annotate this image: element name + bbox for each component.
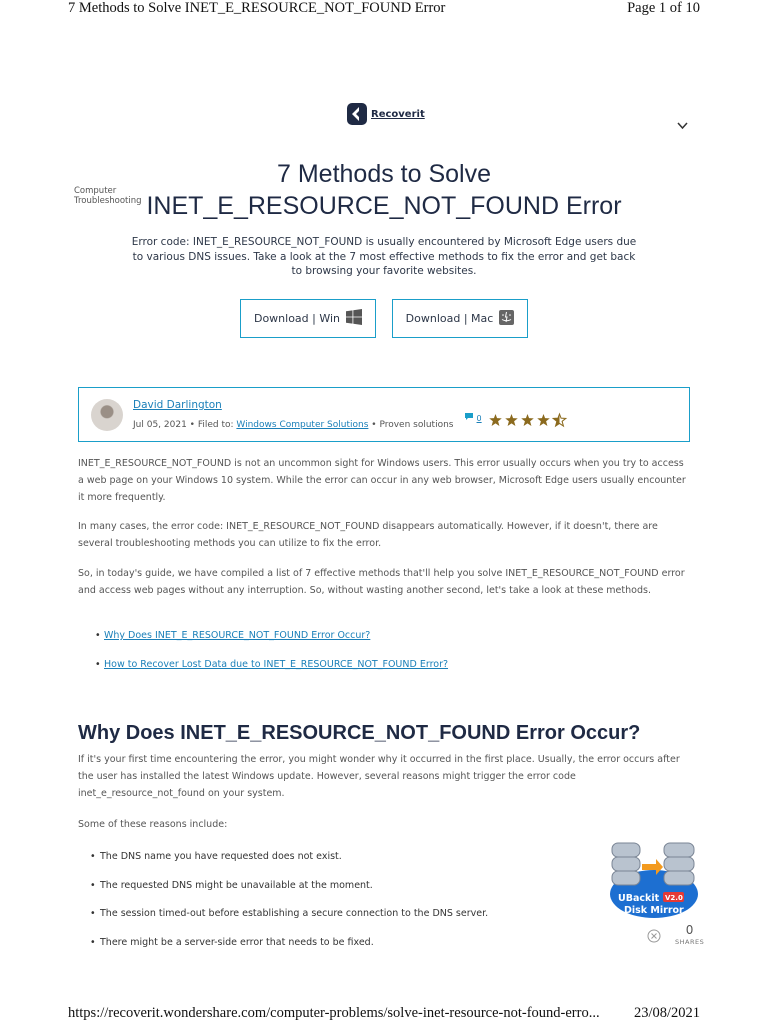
section-heading: Why Does INET_E_RESOURCE_NOT_FOUND Error Occur?: [78, 722, 641, 744]
download-win-button[interactable]: [240, 299, 376, 338]
ad-line2: Disk Mirror: [624, 905, 684, 916]
toc-link[interactable]: • How to Recover Lost Data due to INET_E_RESOURCE_NOT_FOUND Error?: [104, 659, 448, 670]
intro-paragraph: So, in today's guide, we have compiled a list of 7 effective methods that'll help you solve INET_E_RESOURCE_NOT_FOUND error and access web pages without any interruption. So, without wasting another second, let's take a look at these methods.: [78, 568, 685, 596]
download-mac-label: Download | Mac: [405, 312, 494, 325]
toc-link[interactable]: • Why Does INET_E_RESOURCE_NOT_FOUND Error Occur?: [104, 630, 370, 641]
list-item: • The DNS name you have requested does not exist.: [100, 851, 342, 862]
share-counter[interactable]: [647, 924, 704, 948]
star-icon: [505, 414, 518, 426]
shares-number: 0: [685, 923, 694, 937]
download-win-label: Download | Win: [253, 312, 341, 325]
title-line: INET_E_RESOURCE_NOT_FOUND Error: [146, 192, 622, 220]
star-icon: [537, 414, 550, 426]
comment-count: 0: [476, 414, 482, 423]
recoverit-logo-icon: [347, 103, 367, 125]
section-intro: If it's your first time encountering the error, you might wonder why it occurred in the first place. Usually, the error occurs after the user has installed the latest Windows update. However, several reasons might trigger the error code inet_e_resource_not_found on your system.: [78, 754, 680, 799]
star-icon: [521, 414, 534, 426]
meta-suffix: • Proven solutions: [371, 420, 454, 430]
download-mac-button[interactable]: [392, 299, 528, 338]
print-date: 23/08/2021: [633, 1005, 700, 1021]
print-header: [68, 0, 700, 17]
print-footer: [68, 1005, 700, 1022]
mac-finder-icon: [499, 310, 514, 328]
reasons-label: Some of these reasons include:: [78, 819, 228, 830]
print-title: 7 Methods to Solve INET_E_RESOURCE_NOT_FOUND Error: [68, 0, 446, 16]
star-half-icon: [553, 414, 566, 426]
close-icon[interactable]: [647, 929, 661, 943]
chevron-down-icon[interactable]: [677, 115, 688, 134]
star-icon: [489, 414, 502, 426]
comment-icon: [464, 412, 474, 421]
article-subtitle: Error code: INET_E_RESOURCE_NOT_FOUND is usually encountered by Microsoft Edge users due to various DNS issues. Take a look at the 7 most effective methods to fix the error and get back to browsing your favorite websites.: [131, 236, 637, 277]
comments-link[interactable]: [464, 412, 482, 423]
author-box: [78, 387, 690, 442]
breadcrumb-line: Troubleshooting: [74, 196, 142, 206]
list-item: • There might be a server-side error that needs to be fixed.: [100, 937, 374, 948]
author-name[interactable]: David Darlington: [133, 399, 222, 411]
title-line: 7 Methods to Solve: [276, 160, 491, 188]
author-meta: [133, 420, 454, 430]
page-title: [0, 158, 768, 222]
category-link[interactable]: Windows Computer Solutions: [236, 420, 369, 430]
star-rating[interactable]: [489, 414, 566, 426]
ad-line1: UBackit: [618, 893, 660, 904]
avatar[interactable]: [91, 399, 123, 431]
ad-version: V2.0: [665, 894, 683, 902]
print-url: https://recoverit.wondershare.com/computer-problems/solve-inet-resource-not-found-erro...: [68, 1005, 600, 1021]
logo-text: Recoverit: [371, 108, 425, 120]
breadcrumb-line: Computer: [74, 186, 117, 196]
shares-count: [675, 924, 704, 948]
page-number: Page 1 of 10: [627, 0, 700, 16]
windows-icon: [346, 309, 362, 328]
list-item: • The requested DNS might be unavailable at the moment.: [100, 880, 373, 891]
ubackit-ad[interactable]: [604, 840, 700, 920]
shares-label: SHARES: [675, 938, 705, 946]
intro-paragraph: In many cases, the error code: INET_E_RESOURCE_NOT_FOUND disappears automatically. However, if it doesn't, there are several troubleshooting methods you can utilize to fix the error.: [78, 521, 658, 549]
list-item: • The session timed-out before establishing a secure connection to the DNS server.: [100, 908, 488, 919]
post-date: Jul 05, 2021 • Filed to:: [133, 420, 234, 430]
site-logo[interactable]: [347, 103, 425, 125]
intro-paragraph: INET_E_RESOURCE_NOT_FOUND is not an uncommon sight for Windows users. This error usually occurs when you try to access a web page on your Windows 10 system. While the error can occur in any web browser, Microsoft Edge users usually encounter it more frequently.: [78, 458, 686, 503]
